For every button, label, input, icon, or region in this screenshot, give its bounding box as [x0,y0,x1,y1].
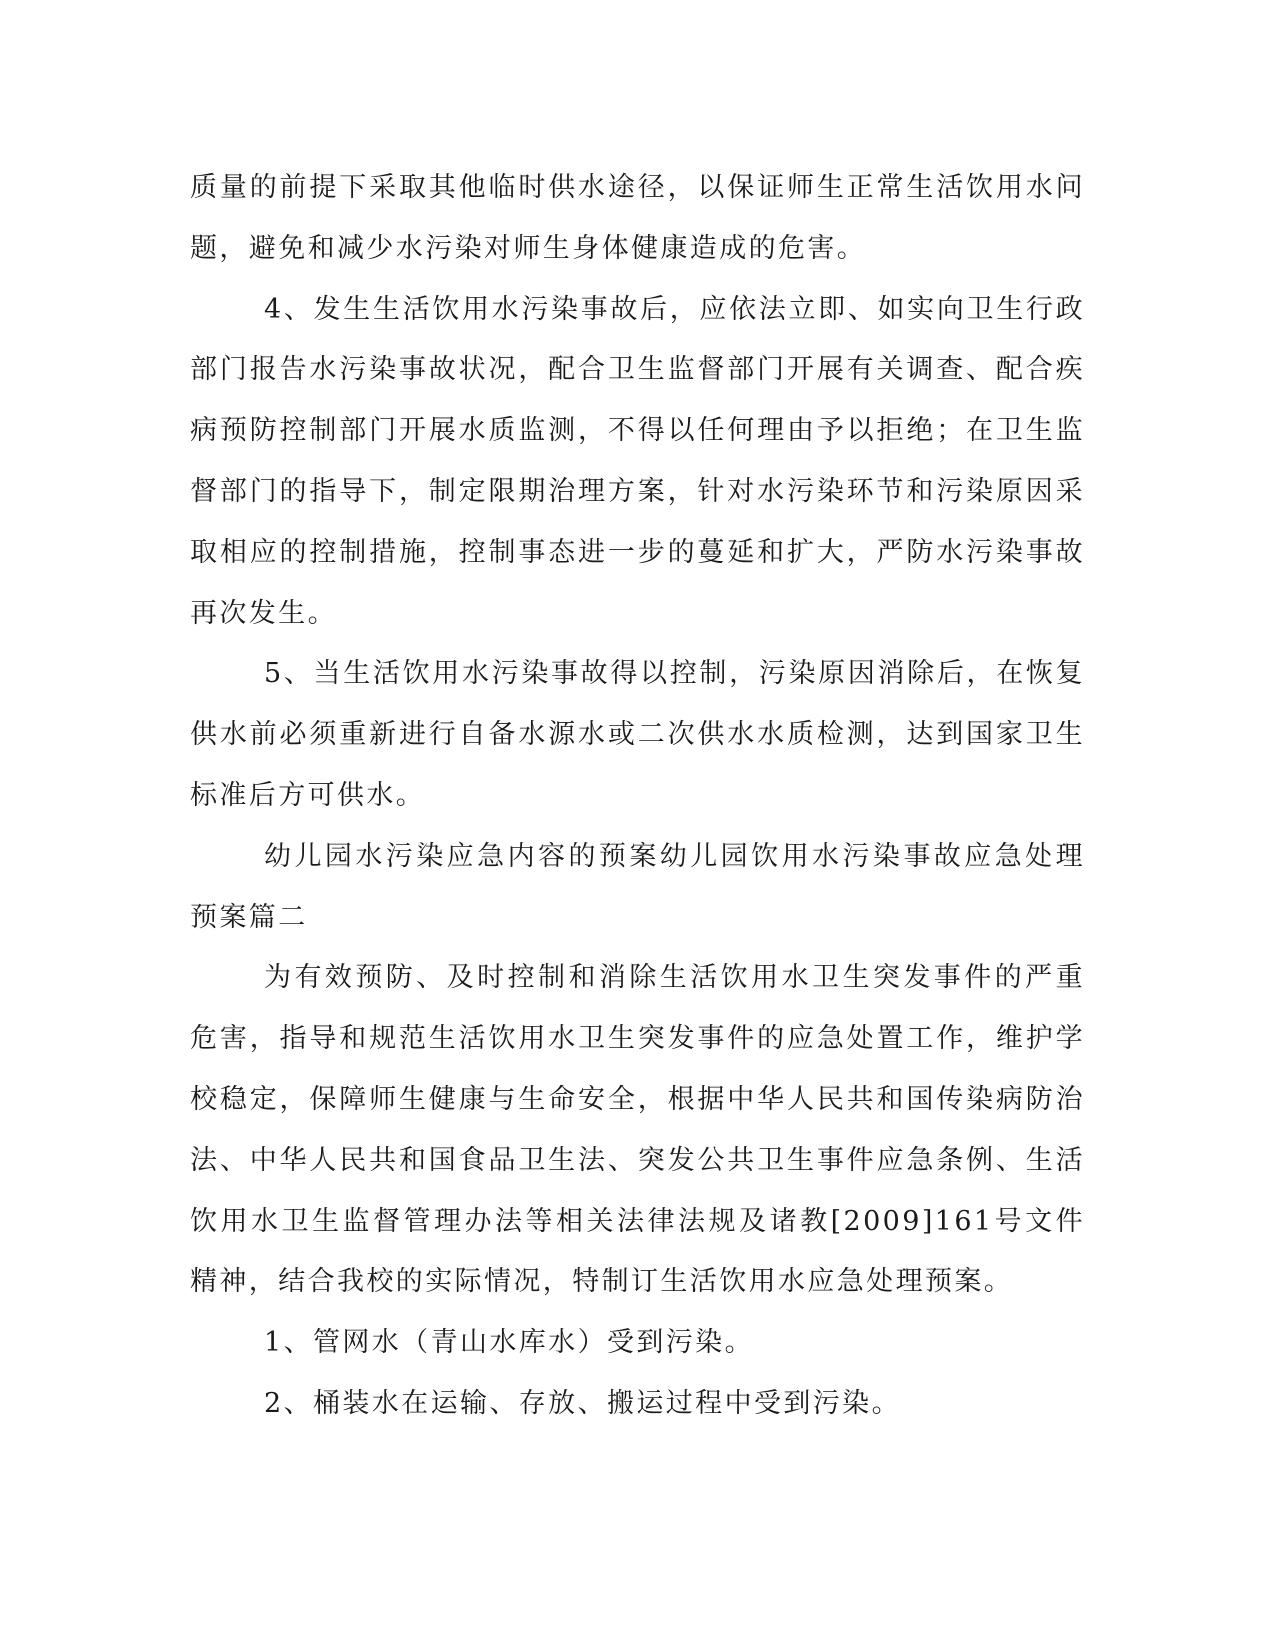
paragraph-1: 质量的前提下采取其他临时供水途径，以保证师生正常生活饮用水问题，避免和减少水污染对师生身体健康造成的危害。 [190,172,1085,264]
section-heading: 幼儿园水污染应急内容的预案幼儿园饮用水污染事故应急处理预案篇二 [190,840,1085,933]
document-body [190,158,1085,1435]
list-item-2: 2、桶装水在运输、存放、搬运过程中受到污染。 [264,1387,901,1419]
paragraph-5: 为有效预防、及时控制和消除生活饮用水卫生突发事件的严重危害，指导和规范生活饮用水卫生突发事件的应急处置工作，维护学校稳定，保障师生健康与生命安全，根据中华人民共和国传染病防治法、中华人民共和国食品卫生法、突发公共卫生事件应急条例、生活饮用水卫生监督管理办法等相关法律法规及诸教[2009]161号文件精神，结合我校的实际情况，特制订生活饮用水应急处理预案。 [190,962,1085,1298]
paragraph-2: 4、发生生活饮用水污染事故后，应依法立即、如实向卫生行政部门报告水污染事故状况，配合卫生监督部门开展有关调查、配合疾病预防控制部门开展水质监测，不得以任何理由予以拒绝；在卫生监督部门的指导下，制定限期治理方案，针对水污染环节和污染原因采取相应的控制措施，控制事态进一步的蔓延和扩大，严防水污染事故再次发生。 [190,293,1085,629]
list-item-1: 1、管网水（青山水库水）受到污染。 [264,1327,754,1359]
paragraph-3: 5、当生活饮用水污染事故得以控制，污染原因消除后，在恢复供水前必须重新进行自备水源水或二次供水水质检测，达到国家卫生标准后方可供水。 [190,658,1085,811]
